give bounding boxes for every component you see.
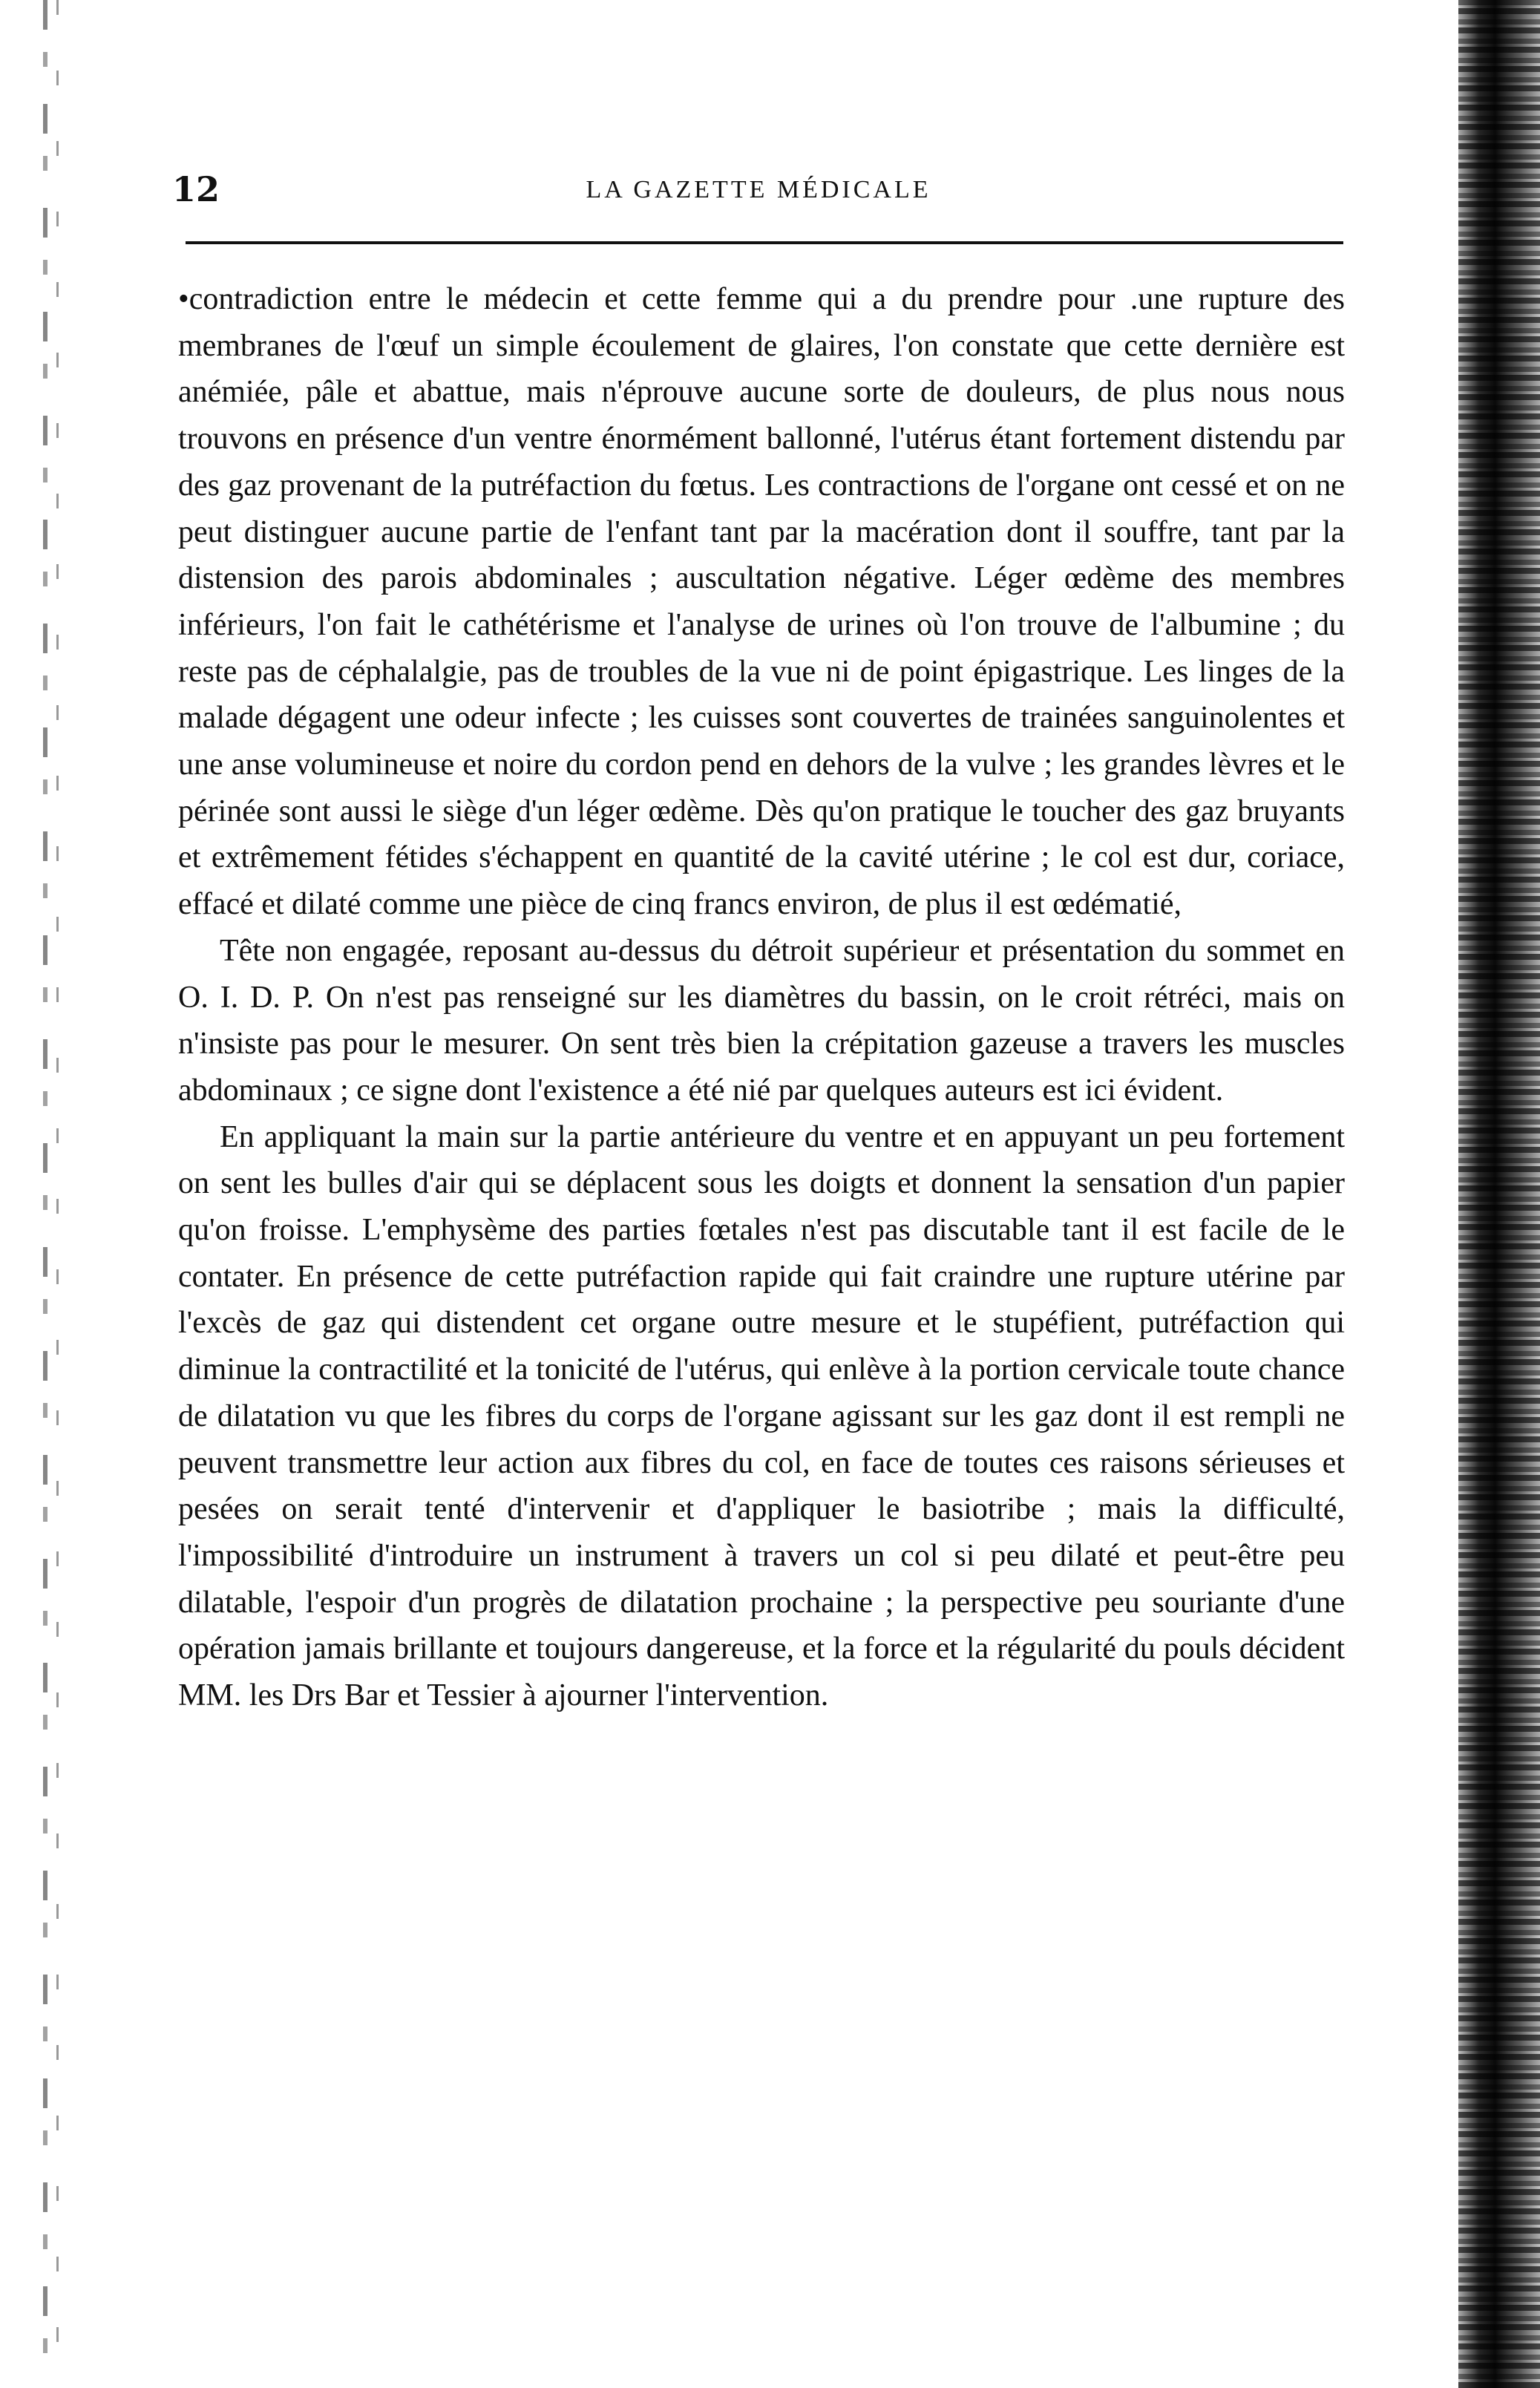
paragraph: •contradiction entre le médecin et cette femme qui a du prendre pour .une rupture des membranes de l'œuf un simple écoulement de glaires, l'on constate que cette dernière est anémiée, pâle et abattue, mais n'éprouve aucune sorte de douleurs, de plus nous nous trouvons en présence d'un ventre énormément ballonné, l'utérus étant fortement distendu par des gaz provenant de la putréfaction du fœtus. Les contractions de l'organe ont cessé et on ne peut distinguer aucune partie de l'enfant tant par la macération dont il souffre, tant par la distension des parois abdominales ; auscultation négative. Léger œdème des membres inférieurs, l'on fait le cathétérisme et l'analyse de urines où l'on trouve de l'albumine ; du reste pas de céphalalgie, pas de troubles de la vue ni de point épigastrique. Les linges de la malade dégagent une odeur infecte ; les cuisses sont couvertes de trainées sanguinolentes et une anse volumineuse et noire du cordon pend en dehors de la vulve ; les grandes lèvres et le périnée sont aussi le siège d'un léger œdème. Dès qu'on pratique le toucher des gaz bruyants et extrêmement fétides s'échappent en quantité de la cavité utérine ; le col est dur, coriace, effacé et dilaté comme une pièce de cinq francs environ, de plus il est œdématié,	[178, 282, 1345, 922]
page-number: 12	[172, 169, 220, 209]
body-text	[178, 276, 1345, 1719]
paragraph: Tête non engagée, reposant au-dessus du détroit supérieur et présentation du sommet en O. I. D. P. On n'est pas renseigné sur les diamètres du bassin, on le croit rétréci, mais on n'insiste pas pour le mesurer. On sent très bien la crépitation gazeuse a travers les muscles abdominaux ; ce signe dont l'existence a été nié par quelques auteurs est ici évident.	[178, 933, 1345, 1108]
running-title: LA GAZETTE MÉDICALE	[586, 176, 931, 203]
scan-left-edge-marks	[56, 0, 59, 2388]
scan-binding-edge	[1458, 0, 1540, 2388]
scan-left-edge	[43, 0, 47, 2388]
page-header	[172, 167, 1345, 212]
paragraph: En appliquant la main sur la partie antérieure du ventre et en appuyant un peu fortement on sent les bulles d'air qui se déplacent sous les doigts et donnent la sensation d'un papier qu'on froisse. L'emphysème des parties fœtales n'est pas discutable tant il est facile de le contater. En présence de cette putréfaction rapide qui fait craindre une rupture utérine par l'excès de gaz qui distendent cet organe outre mesure et le stupéfient, putréfaction qui diminue la contractilité et la tonicité de l'utérus, qui enlève à la portion cervicale toute chance de dilatation vu que les fibres du corps de l'organe agissant sur les gaz dont il est rempli ne peuvent transmettre leur action aux fibres du col, en face de toutes ces raisons sérieuses et pesées on serait tenté d'intervenir et d'appliquer le basiotribe ; mais la difficulté, l'impossibilité d'introduire un instrument à travers un col si peu dilaté et peut-être peu dilatable, l'espoir d'un progrès de dilatation prochaine ; la perspective peu souriante d'une opération jamais brillante et toujours dangereuse, et la force et la régularité du pouls décident MM. les Drs Bar et Tessier à ajourner l'intervention.	[178, 1119, 1345, 1713]
header-rule	[186, 241, 1343, 244]
